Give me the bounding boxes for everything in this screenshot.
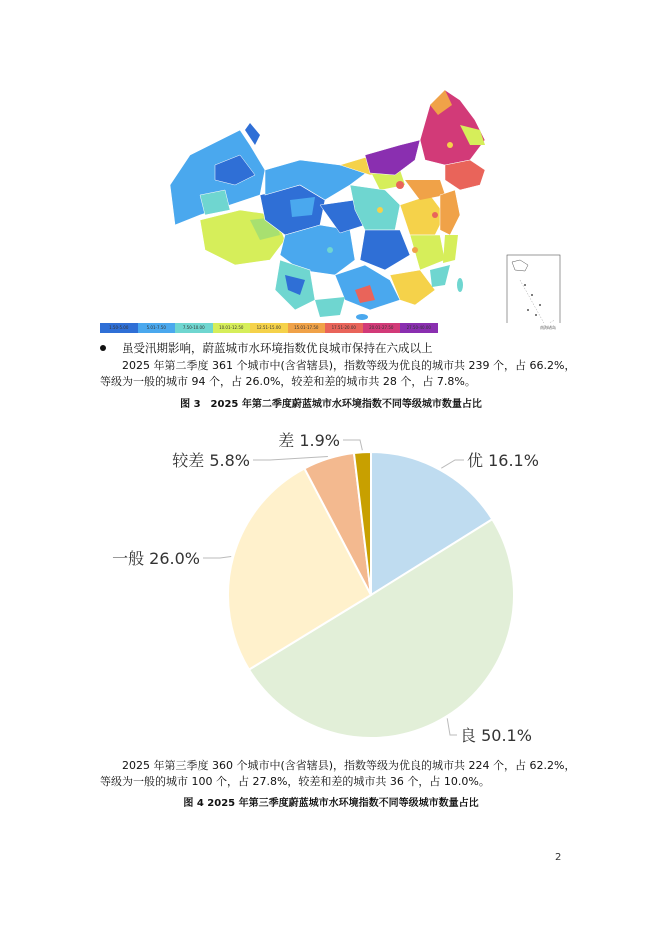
paragraph-q3-line2: 等级为一般的城市 100 个，占 27.8%，较差和差的城市共 36 个，占 10.0%。 bbox=[100, 775, 490, 788]
legend-cell-2: 7.50-10.00 bbox=[175, 323, 213, 333]
paragraph-q2-line1: 2025 年第二季度 361 个城市中(含省辖县)，指数等级为优良的城市共 239 个，占 66.2%， bbox=[122, 359, 576, 372]
legend-cell-0: 1.50-5.00 bbox=[100, 323, 138, 333]
legend-cell-7: 20.01-27.50 bbox=[363, 323, 401, 333]
paragraph-q3-line1: 2025 年第三季度 360 个城市中(含省辖县)，指数等级为优良的城市共 224 个，占 62.2%， bbox=[122, 759, 576, 772]
legend-cell-6: 17.51-20.00 bbox=[325, 323, 363, 333]
page-number: 2 bbox=[555, 852, 562, 863]
bullet-text: 虽受汛期影响，蔚蓝城市水环境指数优良城市保持在六成以上 bbox=[122, 341, 433, 355]
pie-chart bbox=[100, 415, 562, 755]
pie-label-一般: 一般 26.0% bbox=[112, 549, 200, 568]
pie-label-优: 优 16.1% bbox=[467, 451, 539, 470]
paragraph-q3 bbox=[100, 758, 576, 790]
inset-label: 南海诸岛 bbox=[540, 325, 556, 330]
pie-leader-line-差 bbox=[343, 440, 362, 450]
bullet-dot-icon bbox=[100, 345, 106, 351]
figure-4-caption: 图 4 2025 年第三季度蔚蓝城市水环境指数不同等级城市数量占比 bbox=[183, 798, 479, 809]
pie-label-良: 良 50.1% bbox=[460, 726, 532, 745]
pie-leader-line-优 bbox=[441, 460, 464, 468]
paragraph-q2-line2: 等级为一般的城市 94 个，占 26.0%，较差和差的城市共 28 个，占 7.8%。 bbox=[100, 375, 476, 388]
legend-cell-3: 10.01-12.50 bbox=[213, 323, 251, 333]
paragraph-q2 bbox=[100, 358, 576, 390]
legend-cell-5: 15.01-17.50 bbox=[288, 323, 326, 333]
legend-cell-4: 12.51-15.00 bbox=[250, 323, 288, 333]
pie-leader-line-良 bbox=[447, 718, 457, 735]
map-image bbox=[100, 85, 562, 323]
bullet-heading bbox=[100, 340, 433, 356]
pie-chart-svg bbox=[100, 415, 562, 755]
china-water-index-map bbox=[100, 85, 562, 335]
legend-cell-1: 5.01-7.50 bbox=[138, 323, 176, 333]
pie-label-较差: 较差 5.8% bbox=[172, 451, 250, 470]
map-legend bbox=[100, 323, 438, 333]
legend-cell-8: 27.50-40.00 bbox=[400, 323, 438, 333]
pie-label-差: 差 1.9% bbox=[278, 431, 340, 450]
pie-leader-line-较差 bbox=[253, 457, 328, 460]
figure-3-caption: 图 3 2025 年第二季度蔚蓝城市水环境指数不同等级城市数量占比 bbox=[180, 399, 482, 410]
pie-leader-line-一般 bbox=[203, 556, 231, 558]
